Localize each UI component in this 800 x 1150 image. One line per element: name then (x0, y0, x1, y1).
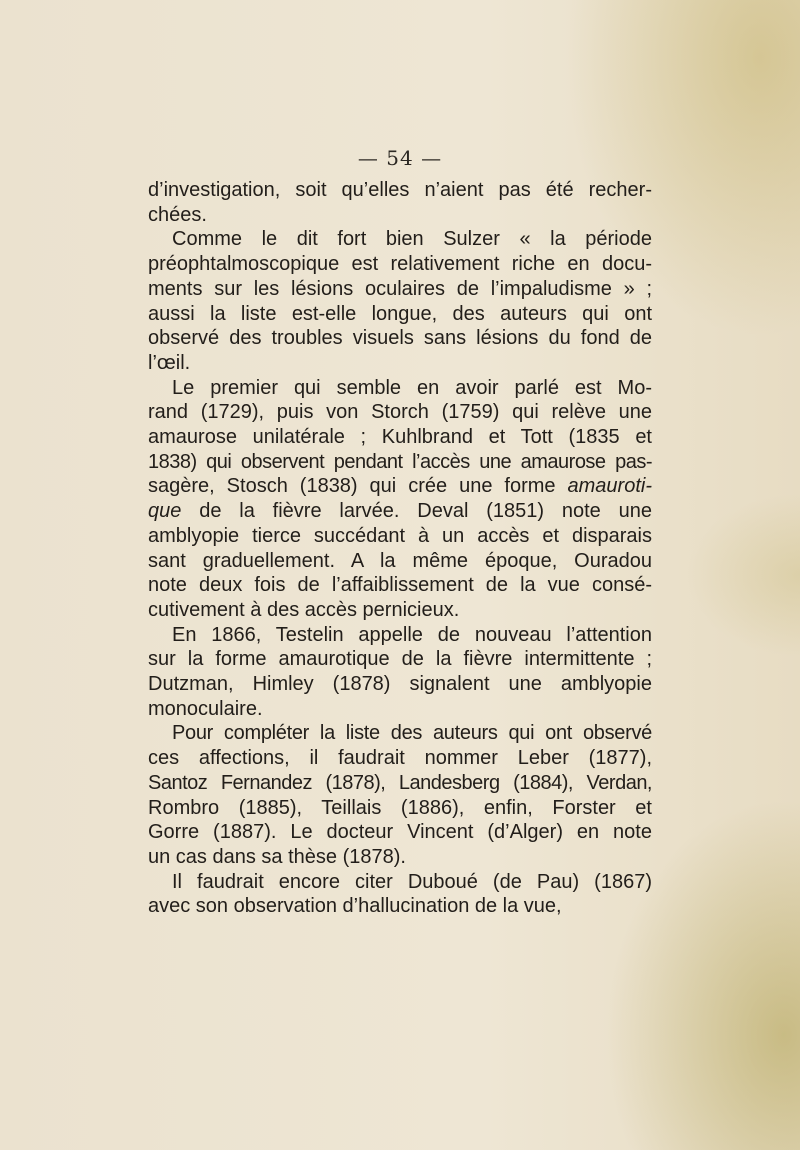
text-line: chées. (148, 203, 207, 226)
text-line: l’œil. (148, 351, 191, 374)
paragraph-5 (148, 721, 652, 869)
italic-term: que (148, 500, 182, 523)
text-line: monoculaire. (148, 697, 263, 720)
text-line: préophtalmoscopique est relativement riche en docu- (148, 253, 652, 276)
paragraph-1 (148, 178, 652, 227)
text-line: Comme le dit fort bien Sulzer « la période (172, 228, 652, 251)
text-line: d’investigation, soit qu’elles n’aient pas été recher- (148, 179, 652, 201)
text-line-italic-word: sagère, Stosch (1838) qui crée une forme amauroti- (148, 475, 652, 498)
page-number: — 54 — (357, 146, 443, 170)
text-line: Gorre (1887). Le docteur Vincent (d’Alger) en note (148, 821, 652, 844)
text-line: avec son observation d’hallucination de la vue, (148, 895, 562, 918)
text-line: note deux fois de l’affaiblissement de la vue consé- (148, 574, 652, 597)
italic-term: amauroti- (567, 475, 652, 498)
text-line: Pour compléter la liste des auteurs qui ont observé (172, 722, 652, 745)
text-line: un cas dans sa thèse (1878). (148, 845, 406, 868)
paragraph-4 (148, 623, 652, 722)
paragraph-6 (148, 870, 652, 919)
paragraph-2 (148, 227, 652, 375)
text-line: Le premier qui semble en avoir parlé est Mo- (172, 376, 652, 399)
text-line: ces affections, il faudrait nommer Leber (1877), (148, 747, 652, 770)
text-line: aussi la liste est-elle longue, des auteurs qui ont (148, 302, 652, 325)
text-line: sur la forme amaurotique de la fièvre intermittente ; (148, 648, 652, 671)
text-line: cutivement à des accès pernicieux. (148, 598, 460, 621)
text-line: rand (1729), puis von Storch (1759) qui relève une (148, 401, 652, 424)
text-line: ments sur les lésions oculaires de l’impaludisme » ; (148, 277, 652, 300)
text-line: amaurose unilatérale ; Kuhlbrand et Tott (1835 et (148, 426, 652, 449)
text-line: Rombro (1885), Teillais (1886), enfin, Forster et (148, 796, 652, 819)
text-line: En 1866, Testelin appelle de nouveau l’attention (172, 623, 652, 646)
body-text (148, 178, 652, 919)
text-line: observé des troubles visuels sans lésions du fond de (148, 327, 652, 350)
text-line: Il faudrait encore citer Duboué (de Pau) (1867) (172, 870, 652, 893)
text-line: que de la fièvre larvée. Deval (1851) note une (148, 500, 652, 523)
text-line: Santoz Fernandez (1878), Landesberg (1884), Verdan, (148, 771, 652, 794)
text-line: Dutzman, Himley (1878) signalent une amblyopie (148, 673, 652, 696)
text-line: amblyopie tierce succédant à un accès et disparais (148, 524, 652, 547)
text-line: sant graduellement. A la même époque, Ouradou (148, 549, 652, 572)
text-line: 1838) qui observent pendant l’accès une amaurose pas- (148, 450, 652, 473)
paragraph-3 (148, 376, 652, 623)
